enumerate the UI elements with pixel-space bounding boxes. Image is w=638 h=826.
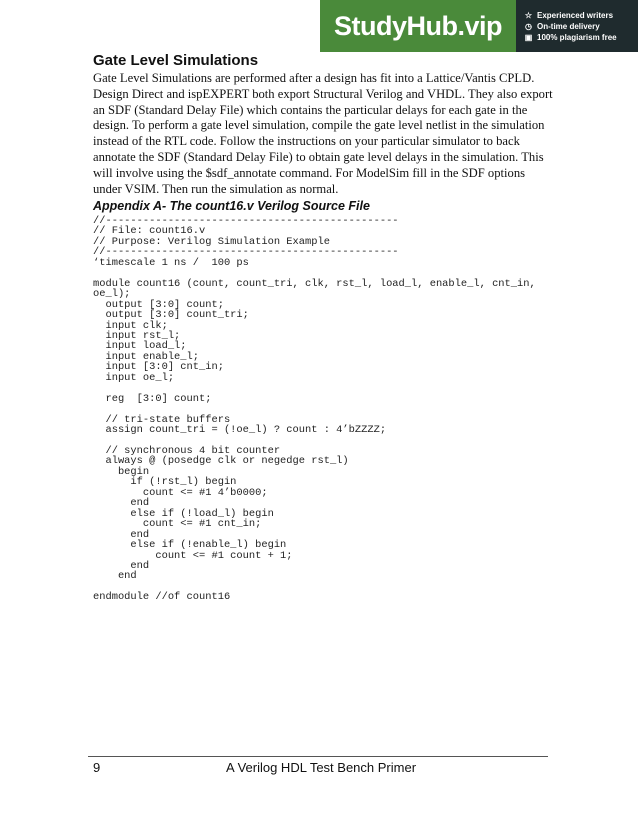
document-check-icon: ▣ — [524, 32, 533, 42]
footer-divider — [88, 756, 548, 757]
star-icon: ☆ — [524, 10, 533, 20]
perk-experienced-writers — [524, 11, 638, 20]
perk-label: On-time delivery — [537, 21, 600, 31]
perk-plagiarism-free — [524, 33, 638, 42]
section-heading: Gate Level Simulations — [93, 52, 259, 69]
banner-perks — [516, 0, 638, 52]
perk-on-time-delivery — [524, 22, 638, 31]
footer-title: A Verilog HDL Test Bench Primer — [226, 760, 417, 775]
page-number: 9 — [93, 760, 101, 775]
perk-label: Experienced writers — [537, 10, 614, 20]
studyhub-logo: StudyHub.vip — [320, 0, 516, 52]
perk-label: 100% plagiarism free — [537, 32, 617, 42]
appendix-heading: Appendix A- The count16.v Verilog Source File — [93, 199, 370, 213]
clock-icon: ◷ — [525, 21, 532, 31]
verilog-source-listing: //----------------------------------------------- // File: count16.v // Purpose: Verilog Simulation Example //----------------------------------------------- ‘timescale 1 ns / 100 ps module count16 (count, count_tri, clk, rst_l, load_l, enable_l, cnt_in, oe_l); output [3:0] count; output [3:0] count_tri; input clk; input rst_l; input load_l; input enable_l; input [3:0] cnt_in; input oe_l; reg [3:0] count; // tri-state buffers assign count_tri = (!oe_l) ? count : 4’bZZZZ; // synchronous 4 bit counter always @ (posedge clk or negedge rst_l) begin if (!rst_l) begin count <= #1 4’b0000; end else if (!load_l) begin count <= #1 cnt_in; end else if (!enable_l) begin count <= #1 count + 1; end end endmodule //of count16 — [93, 215, 536, 604]
studyhub-banner[interactable] — [320, 0, 638, 52]
section-paragraph: Gate Level Simulations are performed after a design has fit into a Lattice/Vantis CPLD. Design Direct and ispEXPERT both export Structural Verilog and VHDL. They also export an SDF (Standard Delay File) which contains the particular delays for each gate in the design. To perform a gate level simulation, compile the gate level netlist in the simulation instead of the RTL code. Follow the instructions on your particular simulator to back annotate the SDF (Standard Delay File) to obtain gate level delays in the simulation. This will involve using the $sdf_annotate command. For ModelSim fill in the SDF options under VSIM. Then run the simulation as normal. — [93, 71, 553, 196]
